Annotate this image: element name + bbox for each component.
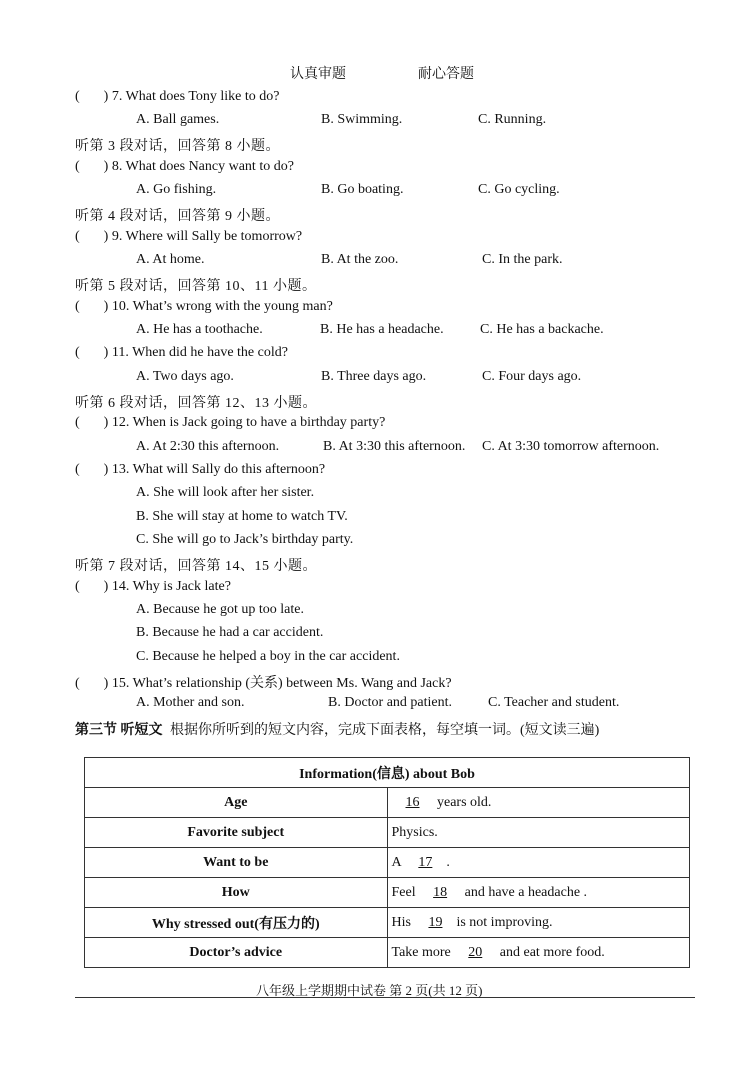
- q7-option-a: A. Ball games.: [136, 112, 220, 127]
- q12-option-b: B. At 3:30 this afternoon.: [323, 439, 466, 454]
- q10-option-c: C. He has a backache.: [480, 322, 604, 337]
- row-label: How: [85, 878, 388, 908]
- row-value: His 19 is not improving.: [387, 908, 690, 938]
- question-10: ( ) 10. What’s wrong with the young man?: [75, 299, 333, 314]
- row-label: Age: [85, 788, 388, 818]
- q14-option-c: C. Because he helped a boy in the car accident.: [136, 649, 400, 664]
- q9-option-c: C. In the park.: [482, 252, 563, 267]
- question-8: ( ) 8. What does Nancy want to do?: [75, 159, 294, 174]
- question-9: ( ) 9. Where will Sally be tomorrow?: [75, 229, 303, 244]
- q12-option-c: C. At 3:30 tomorrow afternoon.: [482, 439, 660, 454]
- part3-heading: [75, 719, 599, 739]
- q9-option-a: A. At home.: [136, 252, 205, 267]
- row-value: Physics.: [387, 818, 690, 848]
- q14-option-b: B. Because he had a car accident.: [136, 625, 324, 640]
- table-row: [85, 908, 690, 938]
- blank-16[interactable]: 16: [405, 794, 420, 810]
- page-footer: 八年级上学期期中试卷 第 2 页(共 12 页): [256, 983, 483, 998]
- blank-18[interactable]: 18: [433, 884, 448, 900]
- header-right: 耐心答题: [418, 67, 474, 82]
- question-7: ( ) 7. What does Tony like to do?: [75, 89, 280, 104]
- q9-option-b: B. At the zoo.: [321, 252, 399, 267]
- q11-option-a: A. Two days ago.: [136, 369, 234, 384]
- q8-option-c: C. Go cycling.: [478, 182, 560, 197]
- q10-option-b: B. He has a headache.: [320, 322, 444, 337]
- q11-option-c: C. Four days ago.: [482, 369, 582, 384]
- row-label: Doctor’s advice: [85, 938, 388, 968]
- blank-20[interactable]: 20: [468, 944, 483, 960]
- question-13: ( ) 13. What will Sally do this afternoon?: [75, 462, 326, 477]
- table-row: [85, 818, 690, 848]
- q12-option-a: A. At 2:30 this afternoon.: [136, 439, 280, 454]
- q15-option-b: B. Doctor and patient.: [328, 695, 453, 710]
- q13-option-c: C. She will go to Jack’s birthday party.: [136, 532, 354, 547]
- q8-option-b: B. Go boating.: [321, 182, 404, 197]
- blank-19[interactable]: 19: [428, 914, 443, 930]
- row-label: Why stressed out(有压力的): [85, 908, 388, 938]
- question-12: ( ) 12. When is Jack going to have a birthday party?: [75, 415, 386, 430]
- section-label: 听第 7 段对话，回答第 14、15 小题。: [75, 559, 317, 574]
- table-heading: Information(信息) about Bob: [85, 758, 690, 788]
- row-value: Take more 20 and eat more food.: [387, 938, 690, 968]
- header-left: 认真审题: [290, 67, 346, 82]
- section-label: 听第 6 段对话，回答第 12、13 小题。: [75, 396, 317, 411]
- table-row: [85, 848, 690, 878]
- question-11: ( ) 11. When did he have the cold?: [75, 345, 288, 360]
- row-value: Feel 18 and have a headache .: [387, 878, 690, 908]
- section-label: 听第 3 段对话，回答第 8 小题。: [75, 139, 280, 154]
- q14-option-a: A. Because he got up too late.: [136, 602, 304, 617]
- part3-title: 第三节 听短文: [75, 723, 163, 738]
- q15-option-c: C. Teacher and student.: [488, 695, 620, 710]
- section-label: 听第 5 段对话，回答第 10、11 小题。: [75, 279, 317, 294]
- info-table: [84, 757, 690, 968]
- q7-option-c: C. Running.: [478, 112, 547, 127]
- table-row: [85, 788, 690, 818]
- row-label: Favorite subject: [85, 818, 388, 848]
- q7-option-b: B. Swimming.: [321, 112, 403, 127]
- q15-option-a: A. Mother and son.: [136, 695, 245, 710]
- q8-option-a: A. Go fishing.: [136, 182, 217, 197]
- section-label: 听第 4 段对话，回答第 9 小题。: [75, 209, 280, 224]
- row-value: 16 years old.: [387, 788, 690, 818]
- q13-option-a: A. She will look after her sister.: [136, 485, 315, 500]
- row-value: A 17 .: [387, 848, 690, 878]
- table-row: [85, 758, 690, 788]
- q11-option-b: B. Three days ago.: [321, 369, 427, 384]
- question-14: ( ) 14. Why is Jack late?: [75, 579, 231, 594]
- table-row: [85, 938, 690, 968]
- row-label: Want to be: [85, 848, 388, 878]
- question-15: ( ) 15. What’s relationship (关系) between Ms. Wang and Jack?: [75, 676, 452, 691]
- q10-option-a: A. He has a toothache.: [136, 322, 263, 337]
- q13-option-b: B. She will stay at home to watch TV.: [136, 509, 348, 524]
- table-row: [85, 878, 690, 908]
- blank-17[interactable]: 17: [418, 854, 433, 870]
- part3-instruction: 根据你所听到的短文内容，完成下面表格，每空填一词。(短文读三遍): [170, 723, 600, 738]
